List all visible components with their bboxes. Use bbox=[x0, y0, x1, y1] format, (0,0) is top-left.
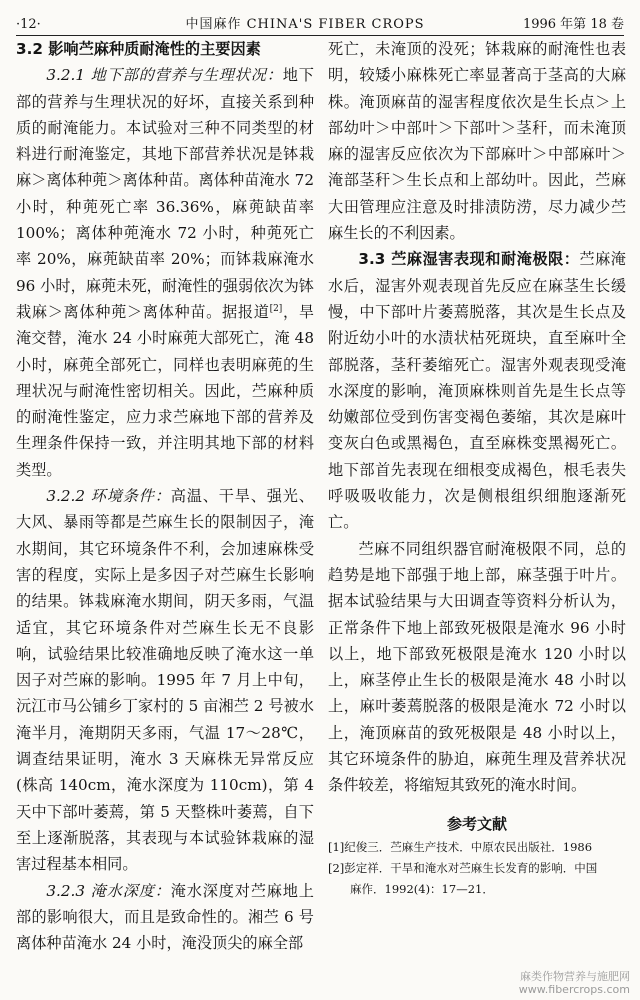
section-3-3-heading: 3.3 苎麻湿害表现和耐淹极限： bbox=[358, 250, 580, 269]
paragraph-text: 苎麻淹水后，湿害外观表现首先反应在麻茎生长缓慢，中下部叶片萎蔫脱落，其次是生长点及附近幼小叶的水渍状枯死斑块，直至麻叶全部脱落，茎秆萎缩死亡。湿害外观表现受淹水深度的影响，淹顶麻株则首先是生长点等幼嫩部位受到伤害变褐色萎缩，其次是麻叶变灰白色或黑褐色，直至麻株变黑褐死亡。地下部首先表现在细根变成褐色，根毛表失呼吸吸收能力，次是侧根组织细胞逐渐死亡。 bbox=[328, 250, 626, 532]
reference-2-continued: 麻作．1992(4)：17—21． bbox=[350, 881, 494, 896]
reference-2: [2]彭定祥．干旱和淹水对苎麻生长发育的影响．中国 bbox=[328, 860, 598, 875]
paragraph-3-2-3-continued: 死亡，未淹顶的没死；钵栽麻的耐淹性也表明，较矮小麻株死亡率显著高于茎高的大麻株。淹顶麻苗的湿害程度依次是生长点＞上部幼叶＞中部叶＞下部叶＞茎秆，而未淹顶麻的湿害反应依次为下部麻叶＞中部麻叶＞淹部茎秆＞生长点和上部幼叶。因此，苎麻大田管理应注意及时排渍防涝，尽力减少苎麻生长的不利因素。 bbox=[328, 40, 626, 243]
right-column bbox=[328, 36, 626, 900]
watermark-site-name: 麻类作物营养与施肥网 bbox=[520, 970, 630, 983]
paragraph-3-3-limits: 苎麻不同组织器官耐淹极限不同，总的趋势是地下部强于地上部，麻茎强于叶片。据本试验结果与大田调查等资料分析认为，正常条件下地上部致死极限是淹水 96 小时以上，地下部致死极限是淹水 120 小时以上，麻茎停止生长的极限是淹水 48 小时以上，麻叶萎蔫脱落的极限是淹水 72 小时以上，淹顶麻苗的致死极限是 48 小时以上，其它环境条件的胁迫，麻蔸生理及营养状况条件较差，将缩短其致死的淹水时间。 bbox=[328, 539, 626, 795]
page-header bbox=[16, 10, 624, 36]
watermark bbox=[519, 970, 630, 996]
references-title: 参考文献 bbox=[446, 814, 507, 833]
paragraph-3-3 bbox=[328, 246, 626, 535]
page-number: ·12· bbox=[16, 17, 41, 32]
subsection-3-2-2-label: 3.2.2 环境条件： bbox=[46, 487, 171, 506]
reference-1: [1]纪俊三．苎麻生产技术．中原农民出版社．1986 bbox=[328, 839, 593, 854]
paragraph-text: 地下部的营养与生理状况的好坏，直接关系到种质的耐淹能力。本试验对三种不同类型的材料进行耐淹鉴定，其地下部营养状况是钵栽麻＞离体种蔸＞离体种苗。离体种苗淹水 72 小时，种蔸死亡率 36.36%，麻蔸缺苗率 100%；离体种蔸淹水 72 小时，种蔸死亡率 20%，麻蔸缺苗率 20%；而钵栽麻淹水 96 小时，麻蔸未死，耐淹性的强弱依次为钵栽麻＞离体种蔸＞离体种苗。据报道 bbox=[16, 66, 314, 321]
subsection-3-2-3-label: 3.2.3 淹水深度： bbox=[46, 881, 171, 900]
subsection-3-2-1-label: 3.2.1 地下部的营养与生理状况： bbox=[46, 66, 283, 85]
paragraph-text: 淹水深度对苎麻地上部的影响很大，而且是致命性的。湘苎 6 号离体种苗淹水 24 小时，淹没顶尖的麻全部 bbox=[16, 881, 314, 953]
paragraph-3-2-1 bbox=[16, 62, 314, 483]
section-3-2-heading: 3.2 影响苎麻种质耐淹性的主要因素 bbox=[16, 40, 261, 58]
left-column bbox=[16, 36, 314, 956]
watermark-url: www.fibercrops.com bbox=[518, 983, 630, 996]
paragraph-3-2-3 bbox=[16, 878, 314, 957]
citation: [2] bbox=[269, 303, 283, 314]
paragraph-text: 高温、干旱、强光、大风、暴雨等都是苎麻生长的限制因子，淹水期间，其它环境条件不利，会加速麻株受害的程度，实际上是多因子对苎麻生长影响的结果。钵栽麻淹水期间，阴天多雨，气温适宜，其它环境条件对苎麻生长无不良影响，试验结果比较准确地反映了淹水这一单因子对苎麻的影响。1995 年 7 月上中旬，沅江市马公铺乡丁家村的 5 亩湘苎 2 号被水淹半月，淹期阴天多雨，气温 17～28℃，调查结果证明，淹水 3 天麻株无异常反应(株高 140cm，淹水深度为 110cm)，第 4 天中下部叶萎蔫，第 5 天整株叶萎蔫，自下至上逐渐脱落，其表现与本试验钵栽麻的湿害过程基本相同。 bbox=[16, 487, 314, 874]
journal-volume: 1996 年第 18 卷 bbox=[522, 17, 624, 32]
paragraph-3-2-2 bbox=[16, 483, 314, 877]
paragraph-text: ，旱淹交替，淹水 24 小时麻蔸大部死亡，淹 48 小时，麻蔸全部死亡，同样也表明麻蔸的生理状况与耐淹性密切相关。因此，苎麻种质的耐淹性鉴定，应力求苎麻地下部的营养及生理条件保持一致，并注明其地下部的材料类型。 bbox=[16, 302, 315, 479]
journal-title: 中国麻作 CHINA'S FIBER CROPS bbox=[185, 17, 425, 32]
